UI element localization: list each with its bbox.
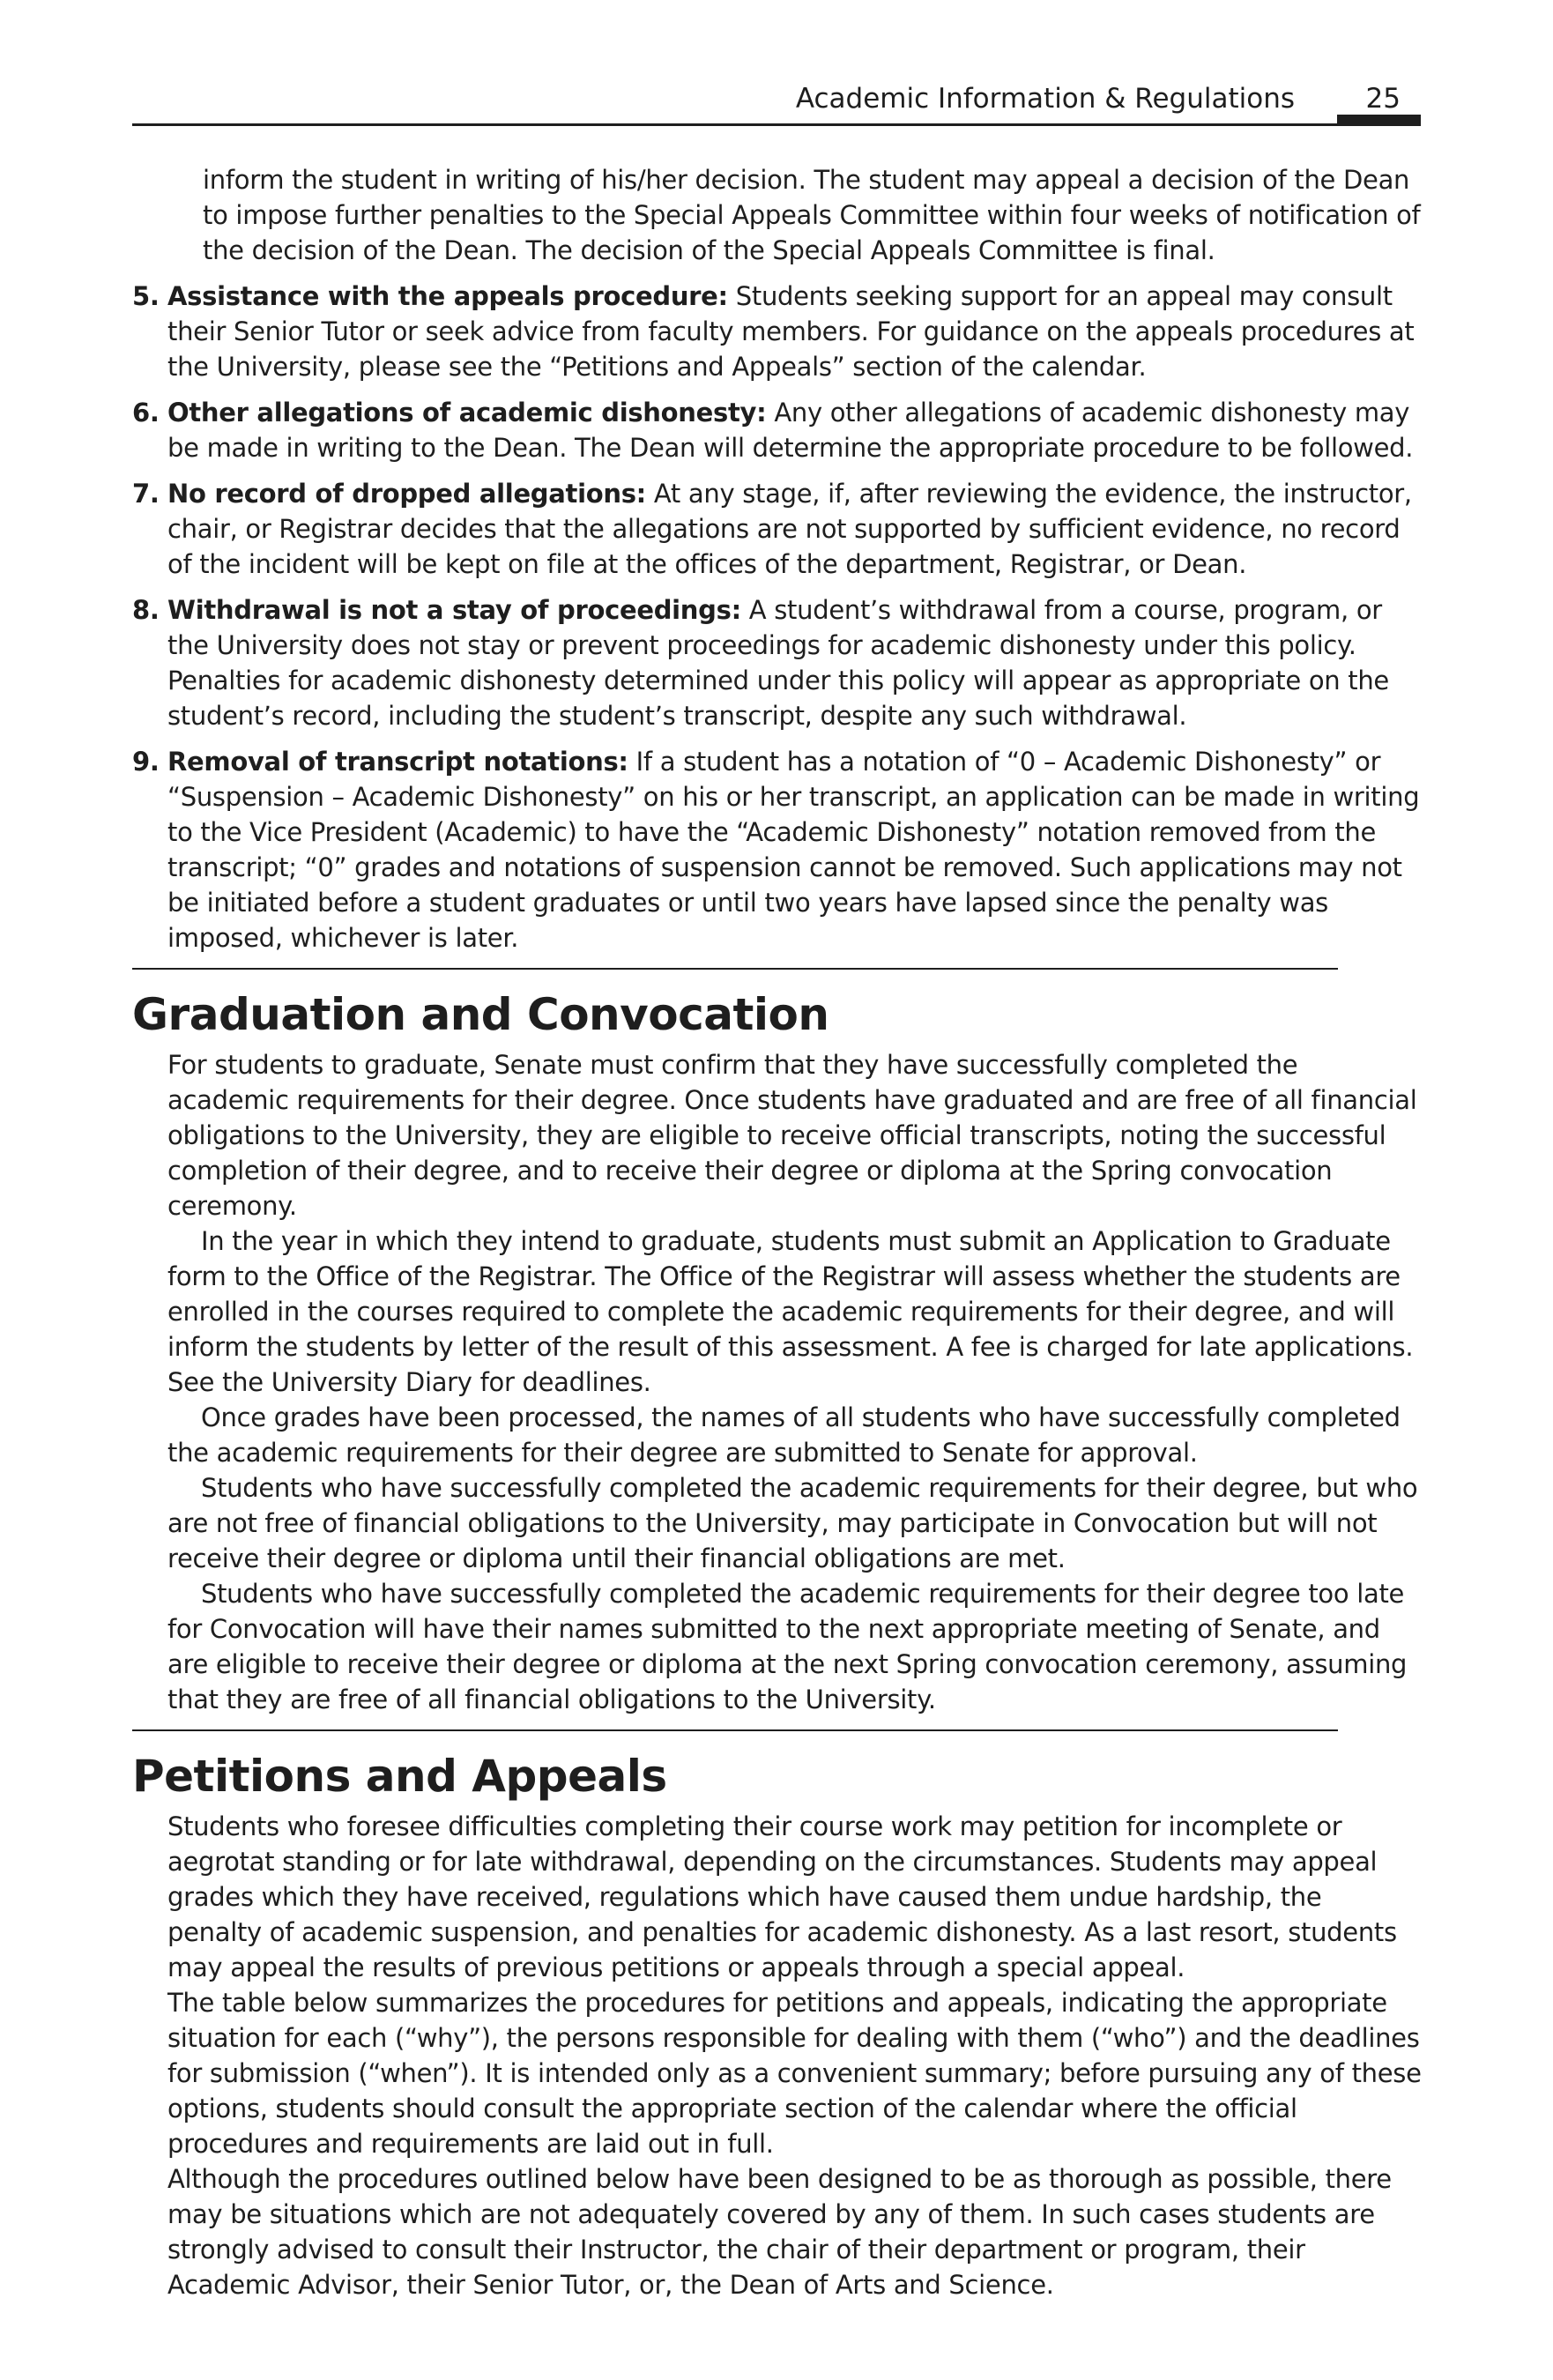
graduation-paragraph: Students who have successfully completed the academic requirements for their degree too late for Convocation will have their names submitted to the next appropriate meeting of Senate, and are eligible to receive their degree or diploma at the next Spring convocation ceremony, assuming that they are free of all financial obligations to the University. (167, 1579, 1408, 1714)
item-text: At any stage, if, after reviewing the evidence, the instructor, chair, or Registrar decides that the allegations are not supported by sufficient evidence, no record of the incident will be kept on file at the offices of the department, Registrar, or Dean. (167, 479, 1412, 579)
item-body (167, 279, 1423, 384)
list-item (132, 744, 1423, 956)
list-item (132, 279, 1423, 384)
list-item (132, 592, 1423, 733)
item-title: Withdrawal is not a stay of proceedings: (167, 595, 741, 625)
page-number: 25 (1365, 83, 1401, 115)
item-number: 9. (132, 747, 160, 777)
item-number: 5. (132, 281, 160, 311)
header-title: Academic Information & Regulations (795, 83, 1295, 115)
item-title: No record of dropped allegations: (167, 479, 646, 509)
section-heading-graduation: Graduation and Convocation (132, 989, 829, 1040)
list-item (132, 476, 1423, 582)
item-body (167, 476, 1423, 582)
section-divider (132, 968, 1338, 970)
section-heading-petitions: Petitions and Appeals (132, 1751, 667, 1802)
page-tab-marker (1337, 115, 1421, 126)
item-title: Removal of transcript notations: (167, 747, 628, 777)
petitions-paragraph: The table below summarizes the procedures for petitions and appeals, indicating the appropriate situation for each (“why”), the persons responsible for dealing with them (“who”) and the deadlines for submission (“when”). It is intended only as a convenient summary; before pursuing any of these options, students should consult the appropriate section of the calendar where the official procedures and requirements are laid out in full. (167, 1988, 1422, 2159)
list-item (132, 395, 1423, 465)
continuation-paragraph: inform the student in writing of his/her decision. The student may appeal a decision of the Dean to impose further penalties to the Special Appeals Committee within four weeks of notification of the decision of the Dean. The decision of the Special Appeals Committee is final. (203, 165, 1421, 265)
item-body (167, 592, 1423, 733)
item-number: 7. (132, 479, 160, 509)
section-divider (132, 1729, 1338, 1731)
item-number: 8. (132, 595, 160, 625)
running-header (132, 81, 1421, 126)
graduation-paragraph: Students who have successfully completed the academic requirements for their degree, but who are not free of financial obligations to the University, may participate in Convocation but will not receive their degree or diploma until their financial obligations are met. (167, 1473, 1418, 1573)
item-text: Students seeking support for an appeal may consult their Senior Tutor or seek advice from faculty members. For guidance on the appeals procedures at the University, please see the “Petitions and Appeals” section of the calendar. (167, 281, 1415, 382)
graduation-paragraph: Once grades have been processed, the names of all students who have successfully completed the academic requirements for their degree are submitted to Senate for approval. (167, 1402, 1401, 1468)
item-text: Any other allegations of academic dishonesty may be made in writing to the Dean. The Dean will determine the appropriate procedure to be followed. (167, 398, 1414, 463)
item-body (167, 744, 1423, 956)
item-body (167, 395, 1423, 465)
page-content (132, 162, 1423, 2302)
item-number: 6. (132, 398, 160, 428)
item-title: Other allegations of academic dishonesty: (167, 398, 767, 428)
graduation-paragraph: For students to graduate, Senate must confirm that they have successfully completed the academic requirements for their degree. Once students have graduated and are free of all financial obligations to the University, they are eligible to receive official transcripts, noting the successful completion of their degree, and to receive their degree or diploma at the Spring convocation ceremony. (167, 1050, 1417, 1221)
item-text: If a student has a notation of “0 – Academic Dishonesty” or “Suspension – Academic Dishonesty” on his or her transcript, an application can be made in writing to the Vice President (Academic) to have the “Academic Dishonesty” notation removed from the transcript; “0” grades and notations of suspension cannot be removed. Such applications may not be initiated before a student graduates or until two years have lapsed since the penalty was imposed, whichever is later. (167, 747, 1420, 953)
graduation-paragraph: In the year in which they intend to graduate, students must submit an Application to Graduate form to the Office of the Registrar. The Office of the Registrar will assess whether the students are enrolled in the courses required to complete the academic requirements for their degree, and will inform the students by letter of the result of this assessment. A fee is charged for late applications. See the University Diary for deadlines. (167, 1226, 1414, 1397)
item-text: A student’s withdrawal from a course, program, or the University does not stay or prevent proceedings for academic dishonesty under this policy. Penalties for academic dishonesty determined under this policy will appear as appropriate on the student’s record, including the student’s transcript, despite any such withdrawal. (167, 595, 1389, 731)
petitions-paragraph: Although the procedures outlined below have been designed to be as thorough as possible, there may be situations which are not adequately covered by any of them. In such cases students are strongly advised to consult their Instructor, the chair of their department or program, their Academic Advisor, their Senior Tutor, or, the Dean of Arts and Science. (167, 2164, 1392, 2300)
petitions-paragraph: Students who foresee difficulties completing their course work may petition for incomplete or aegrotat standing or for late withdrawal, depending on the circumstances. Students may appeal grades which they have received, regulations which have caused them undue hardship, the penalty of academic suspension, and penalties for academic dishonesty. As a last resort, students may appeal the results of previous petitions or appeals through a special appeal. (167, 1811, 1397, 1982)
item-title: Assistance with the appeals procedure: (167, 281, 728, 311)
